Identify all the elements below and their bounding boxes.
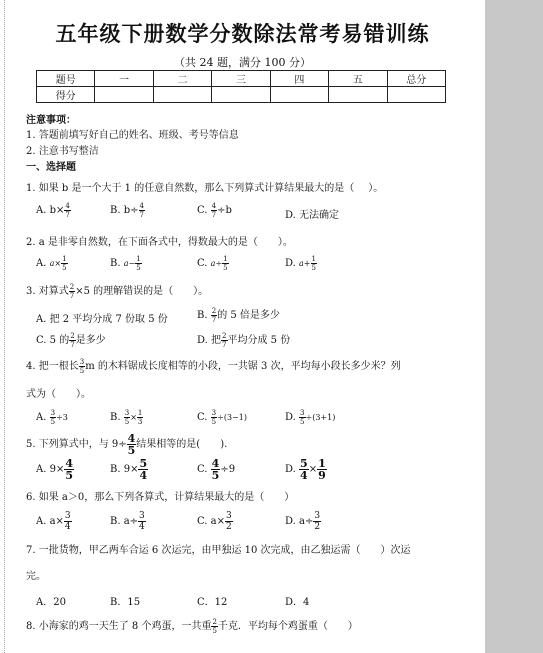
score-row-label: 得分 <box>37 87 95 103</box>
option-b[interactable]: B. a− $\frac{1}{5}$ <box>110 255 141 272</box>
option-c[interactable]: C. 5 的 $\frac{2}{7}$ 是多少 <box>36 332 106 349</box>
notes-heading: 注意事项： <box>26 115 76 126</box>
score-header-cell: 题号 <box>37 71 95 87</box>
option-d[interactable]: D. $\frac{5}{4}$ × $\frac{1}{9}$ <box>285 457 326 482</box>
score-header-cell: 三 <box>212 71 270 87</box>
option-b[interactable]: B. $\frac{2}{7}$ 的 5 倍是多少 <box>197 307 280 324</box>
question-4-cont: 式为（ ）。 <box>26 389 91 400</box>
option-b[interactable]: B．15 <box>110 597 141 608</box>
question-6: 6. 如果 a＞0，那么下列各算式，计算结果最大的是（ ） <box>26 492 295 503</box>
option-d[interactable]: D. a+ $\frac{1}{5}$ <box>285 255 316 272</box>
score-table-header-row <box>37 71 446 87</box>
score-header-cell: 四 <box>270 71 328 87</box>
option-c[interactable]: C．12 <box>197 597 228 608</box>
option-b[interactable]: B. a÷ $\frac{3}{4}$ <box>110 511 145 532</box>
score-header-cell: 总分 <box>387 71 445 87</box>
option-a[interactable]: A. 9× $\frac{4}{5}$ <box>36 457 73 482</box>
page-title: 五年级下册数学分数除法常考易错训练 <box>55 22 430 46</box>
score-header-cell: 五 <box>329 71 387 87</box>
question-text-end: ）。 <box>368 183 384 194</box>
option-a[interactable]: A. 把 2 平均分成 7 份取 5 份 <box>36 314 168 325</box>
option-c[interactable]: C. $\frac{4}{5}$ ÷9 <box>197 457 236 482</box>
option-b[interactable]: B. $\frac{3}{5}$ × $\frac{1}{3}$ <box>110 409 143 426</box>
option-d[interactable]: D. a÷ $\frac{3}{2}$ <box>285 511 321 532</box>
option-a[interactable]: A. b× $\frac{4}{7}$ <box>36 202 70 219</box>
score-cell[interactable] <box>329 87 387 103</box>
option-a[interactable]: A．20 <box>36 597 66 608</box>
option-c[interactable]: C. $\frac{3}{5}$ ÷(3−1) <box>197 409 247 426</box>
option-c[interactable]: C. a× $\frac{3}{2}$ <box>197 511 232 532</box>
binding-margin <box>0 0 5 653</box>
score-header-cell: 二 <box>153 71 211 87</box>
question-4: 4. 把一根长 $\frac{3}{5}$ m 的木料锯成长度相等的小段，一共锯 3 次，平均每小段长多少米？列 <box>26 358 401 375</box>
score-cell[interactable] <box>212 87 270 103</box>
question-3: 3. 对算式 $\frac{2}{7}$ ×5 的理解错误的是（ ）。 <box>26 283 209 300</box>
score-cell[interactable] <box>95 87 153 103</box>
score-header-cell: 一 <box>95 71 153 87</box>
option-a[interactable]: A. a× $\frac{3}{4}$ <box>36 511 71 532</box>
option-c[interactable]: C. $\frac{4}{7}$ ÷b <box>197 202 232 219</box>
option-c[interactable]: C. a÷ $\frac{1}{5}$ <box>197 255 228 272</box>
question-1 <box>26 179 383 194</box>
note-item: 1. 答题前填写好自己的姓名、班级、考号等信息 <box>26 130 239 141</box>
option-a[interactable]: A. $\frac{3}{5}$ ÷3 <box>36 409 68 426</box>
score-cell[interactable] <box>270 87 328 103</box>
option-d[interactable]: D. $\frac{3}{5}$ ÷(3+1) <box>285 409 336 426</box>
score-cell[interactable] <box>387 87 445 103</box>
option-b[interactable]: B. b÷ $\frac{4}{7}$ <box>110 202 144 219</box>
score-cell[interactable] <box>153 87 211 103</box>
question-5: 5. 下列算式中，与 9÷ $\frac{4}{5}$ 结果相等的是( ). <box>26 432 228 457</box>
question-7: 7. 一批货物，甲乙两车合运 6 次运完，由甲独运 10 次完成，由乙独运需（ ）次运 <box>26 545 411 556</box>
page-subtitle: （共 24 题，满分 100 分） <box>174 56 311 69</box>
option-a[interactable]: A. a× $\frac{1}{5}$ <box>36 255 67 272</box>
score-table-score-row <box>37 87 446 103</box>
question-8: 8. 小海家的鸡一天生了 8 个鸡蛋，一共重 $\frac{2}{5}$ 千克．平均每个鸡蛋重（ ） <box>26 618 358 635</box>
score-table <box>36 70 446 103</box>
option-d[interactable]: D. 把 $\frac{2}{7}$ 平均分成 5 份 <box>197 332 291 349</box>
option-d[interactable]: D. 无法确定 <box>285 210 340 221</box>
question-7-cont: 完。 <box>26 571 46 582</box>
question-text: 1. 如果 b 是一个大于 1 的任意自然数，那么下列算式计算结果最大的是（ <box>26 183 355 194</box>
section-heading: 一、选择题 <box>26 162 76 173</box>
option-d[interactable]: D．4 <box>285 597 310 608</box>
note-item: 2. 注意书写整洁 <box>26 146 99 157</box>
option-b[interactable]: B. 9× $\frac{5}{4}$ <box>110 457 148 482</box>
question-2: 2. a 是非零自然数，在下面各式中，得数最大的是（ ）。 <box>26 237 293 248</box>
